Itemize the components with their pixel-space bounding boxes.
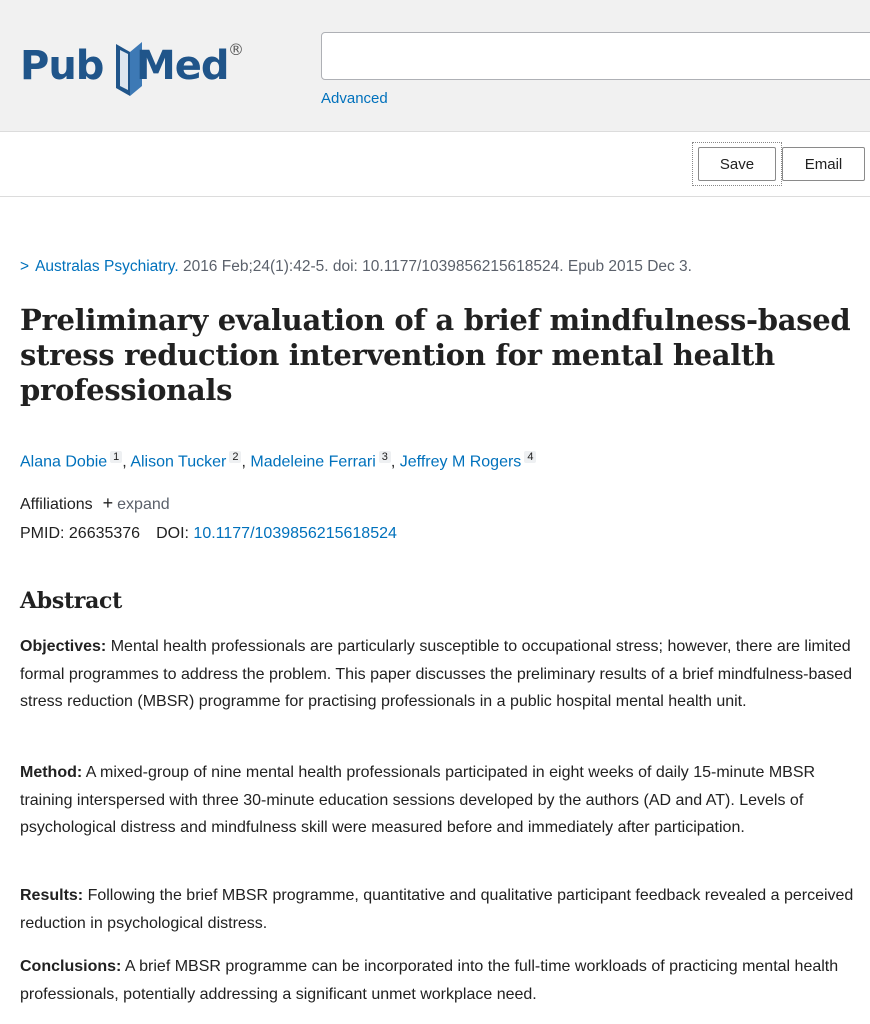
affiliation-number[interactable]: 4	[524, 451, 536, 463]
save-button[interactable]: Save	[698, 147, 776, 181]
abstract-results	[20, 882, 855, 937]
abstract-objectives	[20, 633, 855, 716]
section-label: Results:	[20, 887, 84, 904]
logo-pub-text: Pub	[20, 43, 104, 89]
affiliation-number[interactable]: 3	[379, 451, 391, 463]
author-separator: ,	[390, 453, 400, 471]
abstract-method	[20, 759, 855, 842]
abstract-heading: Abstract	[20, 588, 123, 614]
section-text: Following the brief MBSR programme, quantitative and qualitative participant feedback revealed a perceived reduction in psychological distress.	[20, 887, 854, 932]
plus-icon: +	[102, 493, 114, 513]
email-button[interactable]: Email	[782, 147, 865, 181]
author-link[interactable]: Jeffrey M Rogers	[399, 453, 522, 471]
journal-citation	[20, 258, 860, 276]
logo-med-text: Med	[136, 43, 229, 89]
chevron-right-icon[interactable]: >	[20, 258, 30, 275]
author-separator: ,	[122, 453, 131, 471]
abstract-conclusions	[20, 953, 855, 1008]
doi-link[interactable]: 10.1177/1039856215618524	[193, 525, 397, 542]
section-label: Objectives:	[20, 638, 107, 655]
section-label: Conclusions:	[20, 958, 122, 975]
section-text: A brief MBSR programme can be incorporated into the full-time workloads of practicing mental health professionals, potentially addressing a significant unmet workplace need.	[20, 958, 839, 1003]
search-input[interactable]	[321, 32, 870, 80]
action-bar	[0, 132, 870, 197]
author-link[interactable]: Madeleine Ferrari	[250, 453, 376, 471]
affiliation-number[interactable]: 1	[110, 451, 122, 463]
journal-link[interactable]: Australas Psychiatry.	[35, 258, 179, 275]
section-text: A mixed-group of nine mental health professionals participated in eight weeks of daily 15-minute MBSR training interspersed with three 30-minute education sessions developed by the authors (AD and AT). Levels of psychological distress and mindfulness skill were measured before and immediately after participation.	[20, 764, 816, 836]
section-label: Method:	[20, 764, 83, 781]
article-identifiers	[20, 525, 397, 543]
site-header	[0, 0, 870, 132]
author-link[interactable]: Alison Tucker	[130, 453, 227, 471]
author-link[interactable]: Alana Dobie	[20, 453, 108, 471]
section-text: Mental health professionals are particularly susceptible to occupational stress; however, there are limited formal programmes to address the problem. This paper discusses the preliminary results of a brief mindfulness-based stress reduction (MBSR) programme for practising professionals in a public hospital mental health unit.	[20, 638, 853, 710]
advanced-search-link[interactable]: Advanced	[321, 90, 388, 107]
pmid: PMID: 26635376	[20, 525, 141, 542]
expand-label: expand	[117, 496, 170, 513]
citation-text: 2016 Feb;24(1):42-5. doi: 10.1177/1039856215618524. Epub 2015 Dec 3.	[178, 258, 692, 275]
registered-mark: ®	[228, 40, 244, 59]
author-list	[20, 451, 860, 471]
affiliation-number[interactable]: 2	[229, 451, 241, 463]
affiliations-label: Affiliations	[20, 496, 93, 513]
doi-label: DOI:	[156, 525, 189, 542]
affiliations-toggle[interactable]	[20, 493, 170, 514]
article-title: Preliminary evaluation of a brief mindfulness-based stress reduction intervention for mental health professionals	[20, 303, 851, 407]
author-separator: ,	[241, 453, 251, 471]
